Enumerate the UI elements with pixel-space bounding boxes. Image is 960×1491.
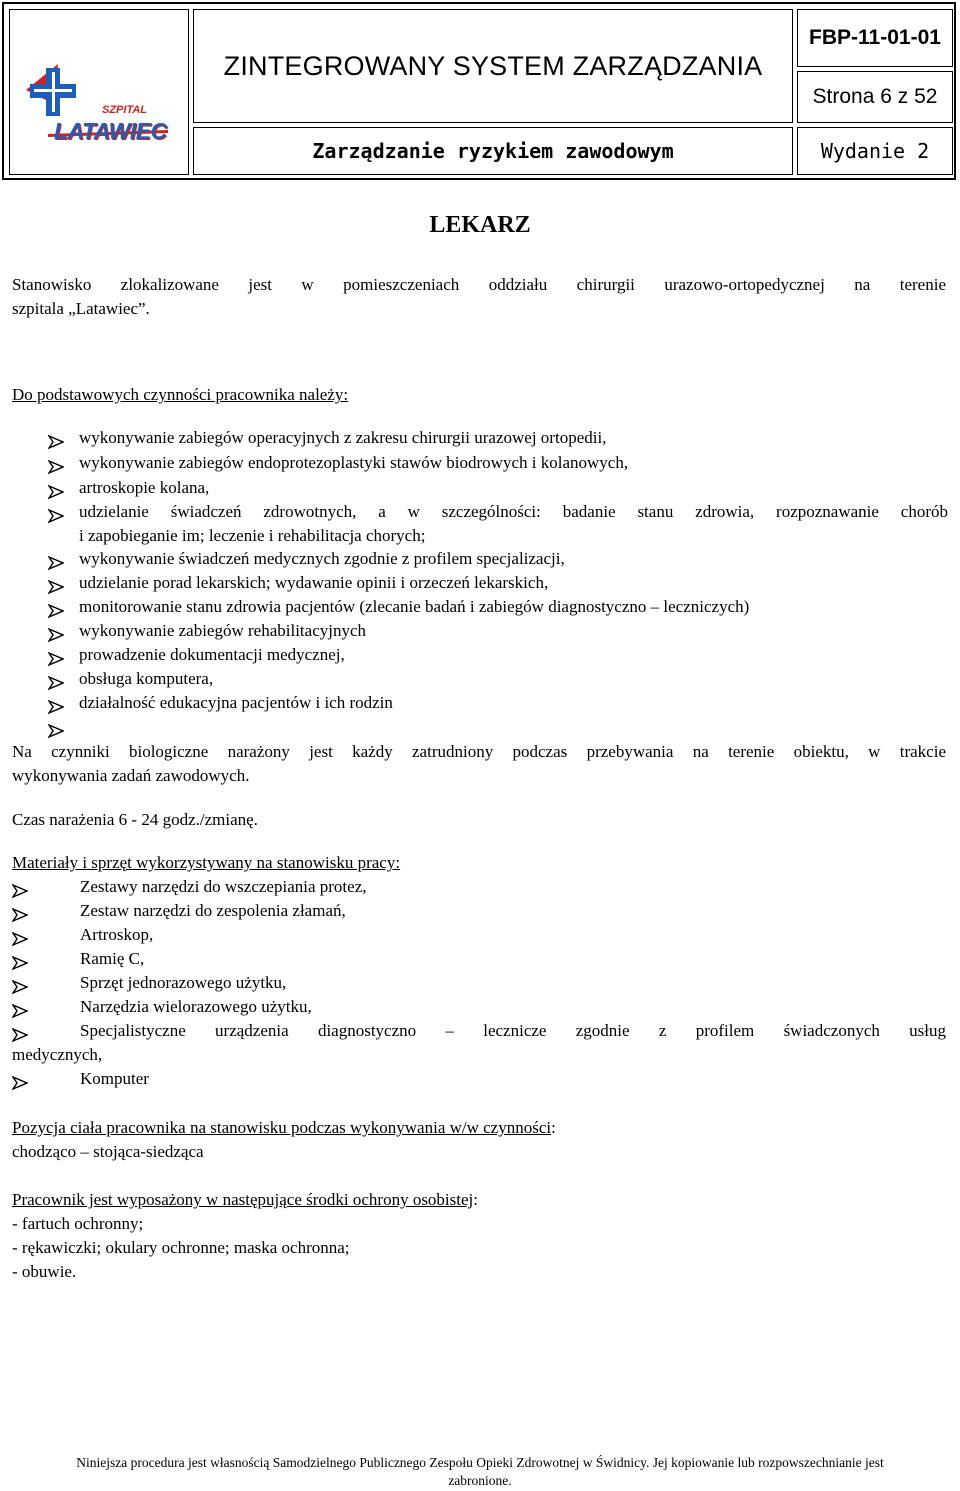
duty-text: artroskopie kolana, (79, 478, 210, 497)
page-number: Strona 6 z 52 (797, 71, 953, 123)
duty-item (12, 667, 948, 691)
duties-heading: Do podstawowych czynności pracownika należy: (12, 385, 349, 404)
duty-text: działalność edukacyjna pacjentów i ich rodzin (79, 693, 393, 712)
arrow-bullet-icon (48, 485, 64, 499)
material-item (12, 995, 948, 1019)
duty-item (12, 451, 948, 475)
body-position-colon: : (551, 1118, 556, 1137)
arrow-bullet-icon (12, 1028, 28, 1042)
arrow-bullet-icon (12, 956, 28, 970)
intro-line-2: szpitala „Latawiec”. (12, 299, 150, 318)
duty-item (12, 524, 948, 548)
duty-text: udzielanie porad lekarskich; wydawanie opinii i orzeczeń lekarskich, (79, 573, 549, 592)
arrow-bullet-icon (12, 980, 28, 994)
bio-line-2: wykonywania zadań zawodowych. (12, 766, 250, 785)
duty-text: prowadzenie dokumentacji medycznej, (79, 645, 345, 664)
material-text: Zestawy narzędzi do wszczepiania protez, (80, 877, 367, 896)
arrow-bullet-icon (48, 580, 64, 594)
material-text: Artroskop, (80, 925, 154, 944)
intro-line-1: Stanowisko zlokalizowane jest w pomieszczeniach oddziału chirurgii urazowo-ortopedycznej na terenie (12, 275, 946, 294)
body-position-heading-text: Pozycja ciała pracownika na stanowisku podczas wykonywania w/w czynności (12, 1118, 552, 1137)
duty-text: i zapobieganie im; leczenie i rehabilitacja chorych; (79, 526, 426, 545)
duty-text: obsługa komputera, (79, 669, 214, 688)
arrow-bullet-icon (48, 676, 64, 690)
material-item (12, 947, 948, 971)
ppe-item: - fartuch ochronny; (12, 1214, 144, 1233)
material-text: Ramię C, (80, 949, 145, 968)
footer-line-2: zabronione. (448, 1473, 512, 1488)
logo-name-text: LATAWIEC (54, 118, 167, 144)
material-item (12, 899, 948, 923)
hospital-logo (18, 60, 178, 144)
arrow-bullet-icon (12, 884, 28, 898)
duty-text: monitorowanie stanu zdrowia pacjentów (zlecanie badań i zabiegów diagnostyczno – leczniczych) (79, 597, 750, 616)
bio-line-1: Na czynniki biologiczne narażony jest każdy zatrudniony podczas przebywania na terenie obiektu, w trakcie (12, 742, 946, 761)
duty-text: wykonywanie zabiegów rehabilitacyjnych (79, 621, 367, 640)
duty-text: wykonywanie zabiegów endoprotezoplastyki stawów biodrowych i kolanowych, (79, 453, 629, 472)
arrow-bullet-icon (48, 652, 64, 666)
arrow-bullet-icon (48, 509, 64, 523)
duty-item (12, 595, 948, 619)
ppe-item: - rękawiczki; okulary ochronne; maska ochronna; (12, 1238, 350, 1257)
duty-item (12, 571, 948, 595)
material-item (12, 1019, 948, 1043)
duty-item (12, 547, 948, 571)
ppe-heading (12, 1188, 478, 1212)
ppe-item: - obuwie. (12, 1262, 77, 1281)
material-item (12, 923, 948, 947)
duty-item (12, 500, 948, 524)
document-code: FBP-11-01-01 (797, 9, 953, 67)
duty-text: wykonywanie świadczeń medycznych zgodnie z profilem specjalizacji, (79, 549, 565, 568)
duty-text: wykonywanie zabiegów operacyjnych z zakresu chirurgii urazowej ortopedii, (79, 428, 607, 447)
ppe-colon: : (473, 1190, 479, 1209)
arrow-bullet-icon (48, 700, 64, 714)
arrow-bullet-icon (12, 908, 28, 922)
arrow-bullet-icon (48, 724, 64, 738)
footer-line-1: Niniejsza procedura jest własnością Samodzielnego Publicznego Zespołu Opieki Zdrowotnej w Świdnicy. Jej kopiowanie lub rozpowszechnianie jest (76, 1455, 884, 1470)
body-position-heading (12, 1116, 556, 1140)
logo-szpital-text: SZPITAL (102, 104, 148, 116)
duty-item (12, 691, 948, 715)
arrow-bullet-icon (48, 556, 64, 570)
ppe-heading-text: Pracownik jest wyposażony w następujące środki ochrony osobistej (12, 1190, 474, 1209)
body-position-value: chodząco – stojąca-siedząca (12, 1142, 204, 1161)
position-heading: LEKARZ (429, 212, 531, 238)
system-name: ZINTEGROWANY SYSTEM ZARZĄDZANIA (193, 9, 793, 123)
material-text: Narzędzia wielorazowego użytku, (80, 997, 312, 1016)
material-text: medycznych, (12, 1045, 103, 1064)
arrow-bullet-icon (48, 604, 64, 618)
edition-label: Wydanie 2 (797, 127, 953, 175)
arrow-bullet-icon (12, 932, 28, 946)
procedure-title: Zarządzanie ryzykiem zawodowym (193, 127, 793, 175)
exposure-time: Czas narażenia 6 - 24 godz./zmianę. (12, 810, 258, 829)
material-item (12, 971, 948, 995)
materials-heading: Materiały i sprzęt wykorzystywany na stanowisku pracy: (12, 853, 401, 872)
arrow-bullet-icon (48, 628, 64, 642)
duty-item (12, 619, 948, 643)
material-text: Komputer (80, 1069, 149, 1088)
arrow-bullet-icon (48, 460, 64, 474)
material-text: Sprzęt jednorazowego użytku, (80, 973, 287, 992)
material-item (12, 875, 948, 899)
arrow-bullet-icon (12, 1004, 28, 1018)
material-text: Specjalistyczne urządzenia diagnostyczno – lecznicze zgodnie z profilem świadczonych usług (80, 1021, 946, 1040)
document-header (2, 2, 956, 180)
duty-item (12, 715, 948, 739)
logo-cell (9, 9, 189, 175)
material-text: Zestaw narzędzi do zespolenia złamań, (80, 901, 346, 920)
duty-item (12, 643, 948, 667)
arrow-bullet-icon (48, 435, 64, 449)
duty-item (12, 476, 948, 500)
material-item (12, 1067, 948, 1091)
material-item (12, 1043, 948, 1067)
arrow-bullet-icon (12, 1076, 28, 1090)
duty-text: udzielanie świadczeń zdrowotnych, a w szczególności: badanie stanu zdrowia, rozpoznawanie chorób (79, 502, 948, 521)
duty-item (12, 426, 948, 450)
